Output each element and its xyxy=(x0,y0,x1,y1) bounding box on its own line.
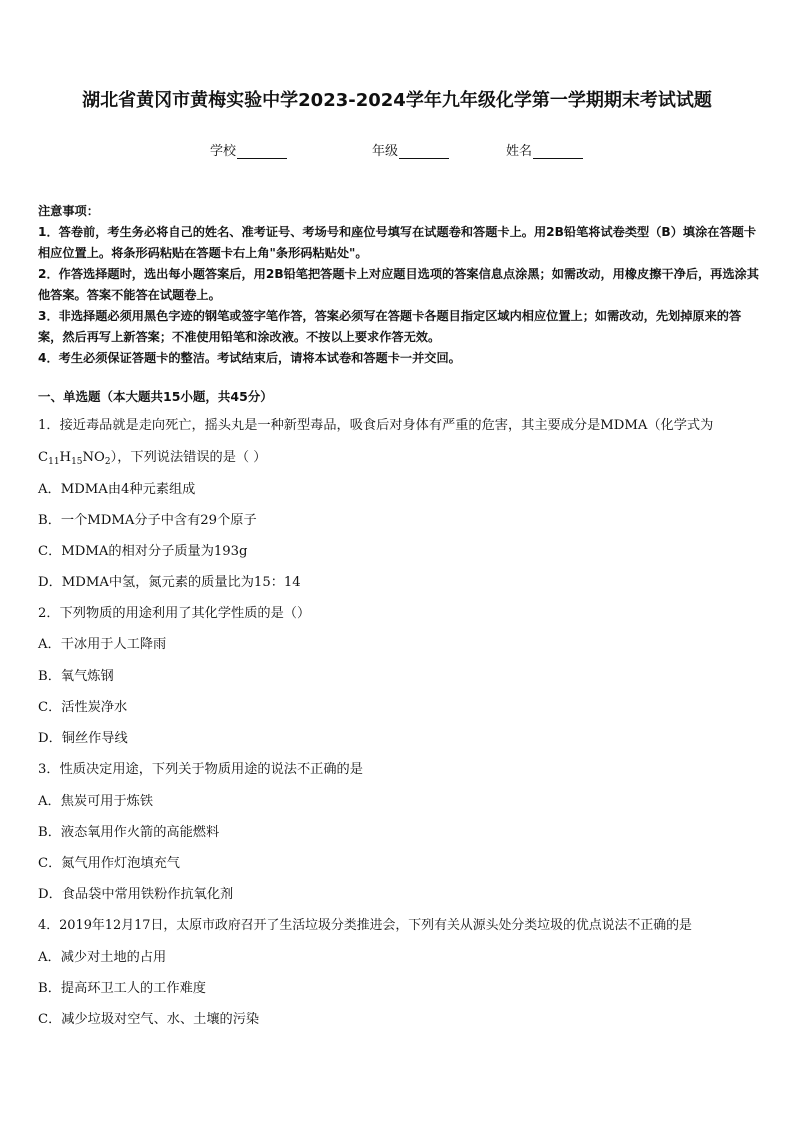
school-blank xyxy=(237,145,287,159)
notice-item-1: 1．答卷前，考生务必将自己的姓名、准考证号、考场号和座位号填写在试题卷和答题卡上。用2B铅笔将试卷类型（B）填涂在答题卡相应位置上。将条形码粘贴在答题卡右上角"条形码粘贴处"。 xyxy=(38,225,757,260)
question-3-option-a: A．焦炭可用于炼铁 xyxy=(38,794,154,809)
question-4-option-c: C．减少垃圾对空气、水、土壤的污染 xyxy=(38,1012,260,1027)
question-2-stem: 2．下列物质的用途利用了其化学性质的是（） xyxy=(38,606,311,621)
name-field xyxy=(506,140,583,159)
formula-h: H xyxy=(59,450,72,465)
name-label: 姓名 xyxy=(506,144,533,159)
question-4-option-a: A．减少对土地的占用 xyxy=(38,950,167,965)
formula-o-subscript: 2 xyxy=(104,457,111,467)
question-2-option-a: A．干冰用于人工降雨 xyxy=(38,637,167,652)
name-blank xyxy=(533,145,583,159)
question-1-option-c: C．MDMA的相对分子质量为193g xyxy=(38,544,248,559)
question-3-option-d: D．食品袋中常用铁粉作抗氧化剂 xyxy=(38,887,234,902)
question-2-option-d: D．铜丝作导线 xyxy=(38,731,128,746)
question-2-option-b: B．氧气炼钢 xyxy=(38,669,114,684)
notice-item-4: 4．考生必须保证答题卡的整洁。考试结束后，请将本试卷和答题卡一并交回。 xyxy=(38,351,461,365)
question-1-option-b: B．一个MDMA分子中含有29个原子 xyxy=(38,513,257,528)
question-3-option-c: C．氮气用作灯泡填充气 xyxy=(38,856,180,871)
question-1-stem-line1: 1．接近毒品就是走向死亡，摇头丸是一种新型毒品，吸食后对身体有严重的危害，其主要成分是MDMA（化学式为 xyxy=(38,418,714,433)
question-4-option-b: B．提高环卫工人的工作难度 xyxy=(38,981,206,996)
school-label: 学校 xyxy=(210,144,237,159)
question-1-stem-rest: ），下列说法错误的是（ ） xyxy=(110,450,267,465)
question-4-stem: 4．2019年12月17日，太原市政府召开了生活垃圾分类推进会，下列有关从源头处分类垃圾的优点说法不正确的是 xyxy=(38,918,692,933)
grade-blank xyxy=(399,145,449,159)
formula-c: C xyxy=(38,450,49,465)
notice-item-3: 3．非选择题必须用黑色字迹的钢笔或签字笔作答，答案必须写在答题卡各题目指定区域内相应位置上；如需改动，先划掉原来的答案，然后再写上新答案；不准使用铅笔和涂改液。不按以上要求作答无效。 xyxy=(38,309,742,344)
question-1-option-a: A．MDMA由4种元素组成 xyxy=(38,482,196,497)
section-title: 一、单选题（本大题共15小题，共45分） xyxy=(38,389,273,404)
notice-heading: 注意事项： xyxy=(38,204,99,218)
question-1-option-d: D．MDMA中氢，氮元素的质量比为15：14 xyxy=(38,575,301,590)
question-2-option-c: C．活性炭净水 xyxy=(38,700,128,715)
formula-no: NO xyxy=(82,450,105,465)
question-1-stem-line2 xyxy=(38,446,266,467)
grade-field xyxy=(372,140,449,159)
school-field xyxy=(210,140,287,159)
grade-label: 年级 xyxy=(372,144,399,159)
question-3-option-b: B．液态氧用作火箭的高能燃料 xyxy=(38,825,220,840)
exam-title: 湖北省黄冈市黄梅实验中学2023-2024学年九年级化学第一学期期末考试试题 xyxy=(82,90,712,111)
question-3-stem: 3．性质决定用途，下列关于物质用途的说法不正确的是 xyxy=(38,762,363,777)
notice-item-2: 2．作答选择题时，选出每小题答案后，用2B铅笔把答题卡上对应题目选项的答案信息点涂黑；如需改动，用橡皮擦干净后，再选涂其他答案。答案不能答在试题卷上。 xyxy=(38,267,759,302)
formula-h-subscript: 15 xyxy=(71,457,83,467)
notice-block xyxy=(38,201,760,369)
formula-c-subscript: 11 xyxy=(48,457,60,467)
